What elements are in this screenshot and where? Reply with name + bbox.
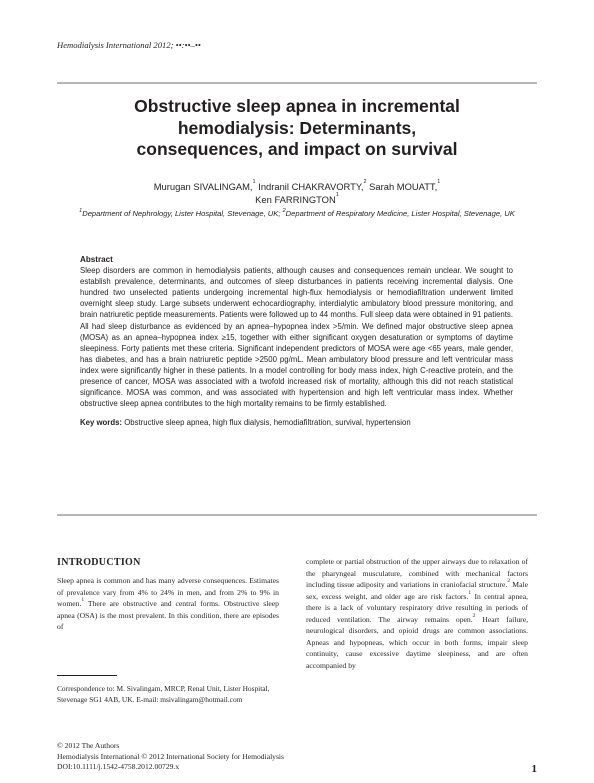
author-2: Indranil CHAKRAVORTY, — [258, 180, 364, 192]
journal-copyright-line: Hemodialysis International © 2012 International Society for Hemodialysis — [57, 751, 284, 761]
author-4-affil: 1 — [335, 191, 339, 198]
keywords — [80, 417, 513, 428]
left-column — [57, 557, 279, 633]
intro-paragraph-right — [306, 556, 528, 671]
author-1-affil: 1 — [252, 178, 256, 185]
article-title — [60, 96, 534, 161]
citation-4: 2 — [472, 612, 476, 619]
correspondence-note: Correspondence to: M. Sivalingam, MRCP, Renal Unit, Lister Hospital, Stevenage SG1 4AB, UK. E-mail: msivalingam@hotmail.com — [57, 684, 270, 704]
right-column — [306, 556, 528, 671]
section-heading-introduction: INTRODUCTION — [57, 557, 141, 568]
running-header: Hemodialysis International 2012; ••:••–•• — [57, 40, 201, 50]
affiliation-2: Department of Respiratory Medicine, Lister Hospital, Stevenage, UK — [285, 208, 515, 218]
author-2-affil: 2 — [363, 178, 367, 185]
author-4: Ken FARRINGTON — [255, 193, 336, 205]
page-number: 1 — [531, 763, 537, 775]
correspondence-divider — [57, 675, 117, 676]
intro-text-right-d: Heart failure, neurological disorders, and opioid drugs are common associations. Apneas and hypopneas, which occur in both forms, impair sleep continuity, cause excessive daytime sleepiness, and are often accompanied by — [306, 614, 528, 670]
keywords-text: Obstructive sleep apnea, high flux dialysis, hemodiafiltration, survival, hypertension — [124, 418, 411, 428]
title-line-2: hemodialysis: Determinants, — [177, 117, 417, 138]
citation-2: 2 — [507, 578, 511, 585]
intro-text-left-b: There are obstructive and central forms. Obstructive sleep apnea (OSA) is the most prevalent. In this condition, there are episodes of — [57, 599, 279, 632]
title-line-1: Obstructive sleep apnea in incremental — [134, 96, 460, 116]
keywords-label: Key words: — [80, 418, 123, 428]
affiliation-2-mark: 2 — [282, 207, 286, 214]
abstract-text: Sleep disorders are common in hemodialysis patients, although causes and consequences remain unclear. We sought to establish prevalence, determinants, and outcomes of sleep disturbances in patients receiving incremental dialysis. One hundred two unselected patients undergoing incremental high-flux hemodialysis or hemodiafiltration underwent limited overnight sleep study. Large subsets underwent echocardiography, interdialytic ambulatory blood pressure monitoring, and brain natriuretic peptide measurements. Patients were followed up to 44 months. Full sleep data were obtained in 91 patients. All had sleep disturbance as evidenced by an apnea–hypopnea index >5/min. We defined major obstructive sleep apnea (MOSA) as an apnea–hypopnea index ≥15, together with either significant oxygen desaturation or symptoms of daytime sleepiness. Forty patients met these criteria. Significant independent predictors of MOSA were age <65 years, male gender, has diabetes, and has a brain natriuretic peptide >2500 pg/mL. Mean ambulatory blood pressure and left ventricular mass index were significantly higher in these patients. In a model controlling for body mass index, high C-reactive protein, and the presence of cancer, MOSA was associated with a twofold increased risk of mortality, although this did not reach statistical significance. MOSA was common, and was associated with hypertension and high left ventricular mass index. Whether obstructive sleep apnea contributes to the high mortality remains to be firmly established. — [80, 266, 513, 409]
title-block — [60, 96, 534, 219]
author-1: Murugan SIVALINGAM, — [153, 180, 253, 192]
header-divider — [57, 82, 537, 84]
author-list — [60, 180, 534, 206]
title-line-3: consequences, and impact on survival — [136, 139, 458, 159]
intro-text-left-a: Sleep apnea is common and has many adverse consequences. Estimates of prevalence vary from 4% to 24% in men, and from 2% to 9% in women. — [57, 576, 279, 609]
citation-1: 1 — [81, 597, 85, 604]
copyright-line: © 2012 The Authors — [57, 741, 120, 750]
abstract-heading: Abstract — [80, 255, 113, 264]
affiliations — [60, 209, 534, 219]
intro-text-right-b: Male sex, excess weight, and older age are risk factors. — [306, 580, 528, 601]
citation-3: 1 — [468, 589, 472, 596]
affiliation-1-mark: 1 — [79, 207, 83, 214]
author-3-affil: 1 — [437, 178, 441, 185]
abstract-divider — [57, 514, 537, 516]
abstract — [80, 254, 513, 428]
intro-text-right-c: In central apnea, there is a lack of voluntary respiratory drive resulting in periods of reduced ventilation. The airway remains open. — [306, 591, 529, 624]
affiliation-1: Department of Nephrology, Lister Hospital, Stevenage, UK; — [82, 208, 281, 218]
doi-line: DOI:10.1111/j.1542-4758.2012.00729.x — [57, 762, 180, 771]
copyright-footer — [57, 741, 284, 773]
author-3: Sarah MOUATT, — [369, 180, 438, 192]
intro-text-right-a: complete or partial obstruction of the upper airways due to relaxation of the pharyngeal musculature, combined with mechanical factors including tissue adiposity and variations in craniofacial structure. — [306, 557, 528, 590]
intro-paragraph-left — [57, 575, 279, 633]
